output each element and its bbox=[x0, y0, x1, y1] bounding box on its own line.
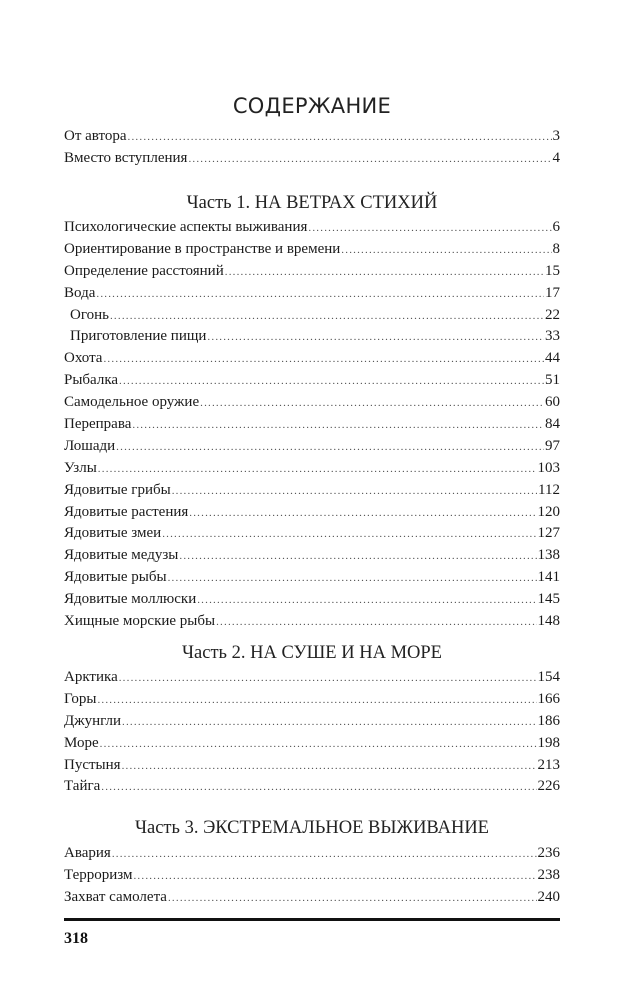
dot-leader bbox=[116, 441, 544, 453]
part-3-title: Часть 3. ЭКСТРЕМАЛЬНОЕ ВЫЖИВАНИЕ bbox=[134, 818, 489, 838]
toc-entry bbox=[64, 845, 560, 867]
entry-label: Ядовитые моллюски bbox=[64, 591, 197, 608]
entry-page: 120 bbox=[537, 503, 560, 520]
entry-page: 166 bbox=[537, 690, 560, 707]
dot-leader bbox=[225, 266, 544, 278]
dot-leader bbox=[168, 892, 537, 904]
entry-label: Тайга bbox=[64, 778, 101, 795]
entry-page: 60 bbox=[545, 394, 560, 411]
toc-entry bbox=[64, 691, 560, 713]
entry-page: 112 bbox=[538, 481, 560, 498]
toc-entry bbox=[64, 757, 560, 779]
toc-entry bbox=[64, 482, 560, 504]
dot-leader bbox=[112, 848, 537, 860]
toc-entry bbox=[64, 735, 560, 757]
dot-leader bbox=[98, 463, 537, 475]
footer-rule bbox=[64, 918, 560, 921]
dot-leader bbox=[96, 288, 544, 300]
toc-entry bbox=[64, 569, 560, 591]
entry-page: 198 bbox=[537, 734, 560, 751]
entry-page: 138 bbox=[537, 547, 560, 564]
entry-label: Рыбалка bbox=[64, 372, 119, 389]
dot-leader bbox=[122, 760, 537, 772]
dot-leader bbox=[207, 331, 544, 343]
entry-page: 84 bbox=[545, 416, 560, 433]
toc-entry bbox=[64, 285, 560, 307]
toc-entry bbox=[64, 867, 560, 889]
entry-label: Огонь bbox=[70, 306, 109, 323]
entry-page: 236 bbox=[537, 845, 560, 861]
entry-page: 213 bbox=[537, 756, 560, 773]
toc-entry bbox=[64, 460, 560, 482]
toc-entry bbox=[64, 547, 560, 569]
dot-leader bbox=[133, 870, 536, 882]
entry-page: 127 bbox=[537, 525, 560, 542]
entry-page: 141 bbox=[537, 569, 560, 586]
dot-leader bbox=[119, 375, 544, 387]
entry-label: Переправа bbox=[64, 416, 132, 433]
entry-page: 238 bbox=[537, 866, 560, 883]
entry-label: Пустыня bbox=[64, 756, 121, 773]
part-1-title: Часть 1. НА ВЕТРАХ СТИХИЙ bbox=[186, 193, 438, 213]
entry-label: Хищные морские рыбы bbox=[64, 613, 216, 630]
entry-label: Ядовитые грибы bbox=[64, 481, 171, 498]
toc-entry bbox=[64, 778, 560, 800]
dot-leader bbox=[97, 694, 536, 706]
entry-label: Вместо вступления bbox=[64, 149, 188, 166]
entry-page: 4 bbox=[552, 149, 560, 166]
dot-leader bbox=[189, 507, 536, 519]
entry-label: Ядовитые рыбы bbox=[64, 569, 167, 586]
entry-page: 145 bbox=[537, 591, 560, 608]
entry-label: Лошади bbox=[64, 437, 116, 454]
dot-leader bbox=[308, 222, 551, 234]
dot-leader bbox=[216, 616, 536, 628]
dot-leader bbox=[172, 485, 537, 497]
dot-leader bbox=[162, 528, 536, 540]
entry-label: Ядовитые растения bbox=[64, 503, 189, 520]
dot-leader bbox=[100, 738, 537, 750]
toc-entry bbox=[64, 591, 560, 613]
toc-entry bbox=[64, 328, 560, 350]
toc-entry bbox=[64, 307, 560, 329]
dot-leader bbox=[119, 672, 537, 684]
entry-label: Море bbox=[64, 734, 99, 751]
entry-label: Приготовление пищи bbox=[70, 328, 207, 345]
toc-entry bbox=[64, 241, 560, 263]
dot-leader bbox=[168, 572, 537, 584]
dot-leader bbox=[103, 353, 544, 365]
entry-label: Ядовитые медузы bbox=[64, 547, 179, 564]
toc-entry bbox=[64, 613, 560, 635]
page-number: 318 bbox=[64, 930, 88, 947]
entry-page: 44 bbox=[545, 350, 560, 367]
dot-leader bbox=[341, 244, 551, 256]
entry-label: От автора bbox=[64, 128, 127, 144]
entry-label: Охота bbox=[64, 350, 103, 367]
entry-label: Захват самолета bbox=[64, 888, 167, 905]
entry-page: 154 bbox=[537, 669, 560, 685]
toc-entry bbox=[64, 525, 560, 547]
dot-leader bbox=[110, 310, 544, 322]
entry-page: 103 bbox=[537, 459, 560, 476]
dot-leader bbox=[122, 716, 536, 728]
entry-page: 22 bbox=[545, 306, 560, 323]
entry-label: Ядовитые змеи bbox=[64, 525, 162, 542]
entry-page: 15 bbox=[545, 262, 560, 279]
entry-page: 8 bbox=[552, 240, 560, 257]
entry-page: 226 bbox=[537, 778, 560, 795]
toc-entry bbox=[64, 350, 560, 372]
entry-page: 6 bbox=[552, 219, 560, 235]
dot-leader bbox=[200, 397, 544, 409]
toc-entry bbox=[64, 438, 560, 460]
entry-page: 186 bbox=[537, 712, 560, 729]
page-title: СОДЕРЖАНИЕ bbox=[232, 94, 392, 118]
toc-entry bbox=[64, 263, 560, 285]
entry-label: Определение расстояний bbox=[64, 262, 224, 279]
dot-leader bbox=[179, 550, 536, 562]
entry-page: 3 bbox=[552, 128, 560, 144]
entry-label: Авария bbox=[64, 845, 111, 861]
toc-entry bbox=[64, 394, 560, 416]
entry-page: 148 bbox=[537, 613, 560, 630]
part-1-list bbox=[64, 219, 560, 635]
entry-label: Арктика bbox=[64, 669, 118, 685]
part-2-list bbox=[64, 669, 560, 800]
toc-entry bbox=[64, 128, 560, 150]
entry-label: Узлы bbox=[64, 459, 97, 476]
dot-leader bbox=[101, 781, 536, 793]
toc-entry bbox=[64, 713, 560, 735]
entry-page: 240 bbox=[537, 888, 560, 905]
entry-page: 97 bbox=[545, 437, 560, 454]
entry-label: Терроризм bbox=[64, 866, 133, 883]
toc-entry bbox=[64, 219, 560, 241]
entry-label: Психологические аспекты выживания bbox=[64, 219, 308, 235]
intro-list bbox=[64, 128, 560, 172]
dot-leader bbox=[188, 153, 551, 165]
toc-entry bbox=[64, 504, 560, 526]
part-2-title: Часть 2. НА СУШЕ И НА МОРЕ bbox=[182, 643, 442, 663]
toc-entry bbox=[64, 669, 560, 691]
dot-leader bbox=[132, 419, 544, 431]
entry-page: 17 bbox=[545, 284, 560, 301]
entry-label: Джунгли bbox=[64, 712, 122, 729]
dot-leader bbox=[128, 131, 552, 143]
entry-label: Ориентирование в пространстве и времени bbox=[64, 240, 341, 257]
entry-page: 33 bbox=[545, 328, 560, 345]
entry-label: Самодельное оружие bbox=[64, 394, 200, 411]
entry-label: Горы bbox=[64, 690, 97, 707]
toc-entry bbox=[64, 889, 560, 911]
entry-label: Вода bbox=[64, 284, 96, 301]
toc-entry bbox=[64, 150, 560, 172]
entry-page: 51 bbox=[545, 372, 560, 389]
toc-entry bbox=[64, 416, 560, 438]
dot-leader bbox=[197, 594, 536, 606]
part-3-list bbox=[64, 845, 560, 911]
toc-entry bbox=[64, 372, 560, 394]
